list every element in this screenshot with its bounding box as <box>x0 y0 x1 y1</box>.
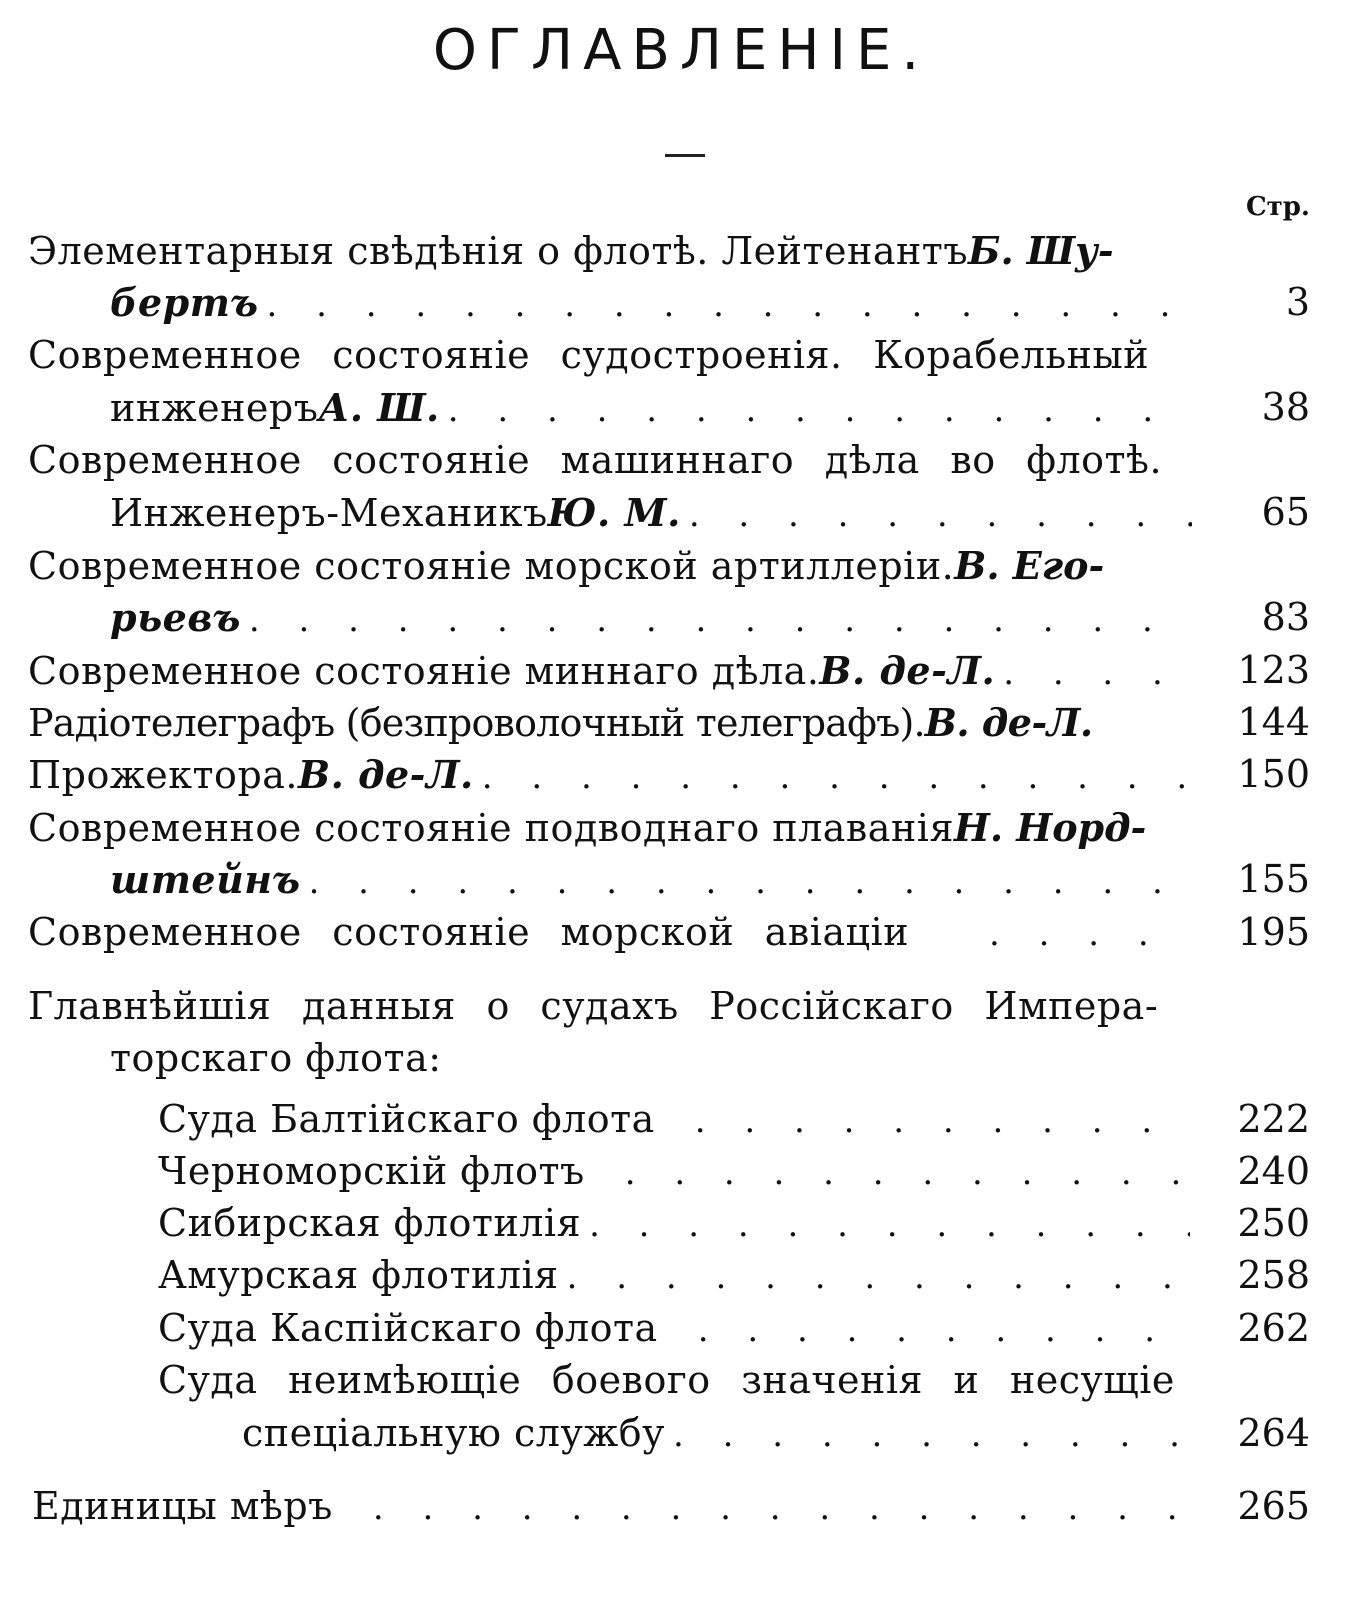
subentry-title: Суда неимѣющіе боевого значенія и несущіе <box>158 1358 1175 1402</box>
page-number: 3 <box>1285 280 1310 324</box>
leader-dots <box>567 1257 1190 1297</box>
entry-title: Прожектора. <box>28 753 298 797</box>
page-number: 222 <box>1237 1097 1310 1141</box>
entry-author: В. Его- <box>954 543 1105 588</box>
toc-entry-line <box>28 228 1198 280</box>
leader-dots <box>625 1153 1190 1193</box>
leader-dots <box>267 285 1192 325</box>
toc-entry-line <box>28 700 1198 752</box>
page-number: 38 <box>1261 385 1310 429</box>
page-number: 258 <box>1237 1253 1310 1297</box>
toc-entry-line <box>110 595 1200 647</box>
entry-title: Радіотелеграфъ (безпроволочный телеграфъ). <box>28 701 925 745</box>
entry-author: В. де-Л. <box>298 752 474 797</box>
leader-dots <box>673 1415 1190 1455</box>
toc-subentry <box>158 1097 1198 1149</box>
toc-entry-line <box>110 490 1200 542</box>
leader-dots <box>695 1101 1190 1141</box>
page-number: 240 <box>1237 1149 1310 1193</box>
toc-entry-line <box>110 280 1200 332</box>
entry-author: А. Ш. <box>318 385 440 430</box>
subentry-title: спеціальную службу <box>242 1411 665 1455</box>
page-number: 265 <box>1237 1484 1310 1528</box>
section-heading-text: торскаго флота: <box>110 1036 442 1080</box>
toc-entry-line <box>28 805 1198 857</box>
toc-entry-line <box>28 438 1198 490</box>
leader-dots <box>309 862 1192 902</box>
subentry-title: Амурская флотилія <box>158 1253 559 1297</box>
entry-author: бертъ <box>110 280 259 325</box>
entry-author: В. де-Л. <box>924 700 1093 745</box>
page-number: 83 <box>1261 595 1310 639</box>
toc-entry-line <box>32 1484 1198 1536</box>
subentry-title: Сибирская флотилія <box>158 1201 582 1245</box>
page-number: 150 <box>1237 752 1310 796</box>
toc-entry-line <box>28 910 1198 962</box>
entry-author: Б. Шу- <box>968 228 1114 273</box>
leader-dots <box>448 390 1192 430</box>
leader-dots <box>698 1310 1190 1350</box>
section-heading <box>110 1036 1200 1088</box>
page-column-header: Стр. <box>1245 192 1310 222</box>
subentry-title: Черноморскій флотъ <box>158 1149 585 1193</box>
toc-entry-line <box>28 543 1198 595</box>
toc-entry-line <box>110 857 1200 909</box>
section-heading-text: Главнѣйшія данныя о судахъ Россійскаго Импера- <box>28 984 1159 1028</box>
entry-title: Элементарныя свѣдѣнія о флотѣ. Лейтенантъ <box>28 229 968 273</box>
entry-author: рьевъ <box>110 595 241 640</box>
leader-dots <box>249 600 1192 640</box>
entry-author: Ю. М. <box>547 490 681 535</box>
subentry-title: Суда Балтійскаго флота <box>158 1097 655 1141</box>
entry-author: В. де-Л. <box>819 648 996 693</box>
page-number: 155 <box>1237 857 1310 901</box>
toc-subentry <box>158 1253 1198 1305</box>
entry-title: Инженеръ-Механикъ <box>110 491 548 535</box>
leader-dots <box>482 757 1190 797</box>
leader-dots <box>589 1205 1190 1245</box>
leader-dots <box>373 1488 1190 1528</box>
toc-entry-line <box>28 648 1198 700</box>
toc-entry-line <box>28 752 1198 804</box>
toc-entry-line <box>110 385 1200 437</box>
page-number: 264 <box>1237 1411 1310 1455</box>
entry-author: Н. Норд- <box>953 805 1147 850</box>
toc-subentry <box>158 1358 1198 1410</box>
leader-dots <box>1003 653 1190 693</box>
leader-dots <box>689 495 1192 535</box>
page-number: 144 <box>1237 700 1310 744</box>
section-heading <box>28 984 1198 1036</box>
page-number: 65 <box>1261 490 1310 534</box>
page-number: 262 <box>1237 1306 1310 1350</box>
entry-title: Современное состояніе подводнаго плаванія <box>28 806 954 850</box>
toc-subentry <box>158 1149 1198 1201</box>
toc-subentry <box>158 1201 1198 1253</box>
page-number: 123 <box>1237 648 1310 692</box>
entry-title: Современное состояніе морской авіаціи <box>28 910 910 954</box>
page-number: 195 <box>1237 910 1310 954</box>
leader-dots <box>989 914 1190 954</box>
entry-title: Современное состояніе миннаго дѣла. <box>28 649 820 693</box>
toc-entry-line <box>28 333 1198 385</box>
entry-title: инженеръ <box>110 386 319 430</box>
toc-subentry <box>242 1411 1198 1463</box>
page-number: 250 <box>1237 1201 1310 1245</box>
entry-title: Современное состояніе морской артиллеріи. <box>28 544 955 588</box>
entry-title: Современное состояніе машиннаго дѣла во флотѣ. <box>28 438 1163 482</box>
entry-author: штейнъ <box>110 857 301 902</box>
page-title: ОГЛАВЛЕНІЕ. <box>432 18 930 83</box>
title-divider <box>665 154 705 157</box>
subentry-title: Суда Каспійскаго флота <box>158 1306 658 1350</box>
entry-title: Единицы мѣръ <box>32 1484 333 1528</box>
entry-title: Современное состояніе судостроенія. Корабельный <box>28 333 1150 377</box>
toc-subentry <box>158 1306 1198 1358</box>
